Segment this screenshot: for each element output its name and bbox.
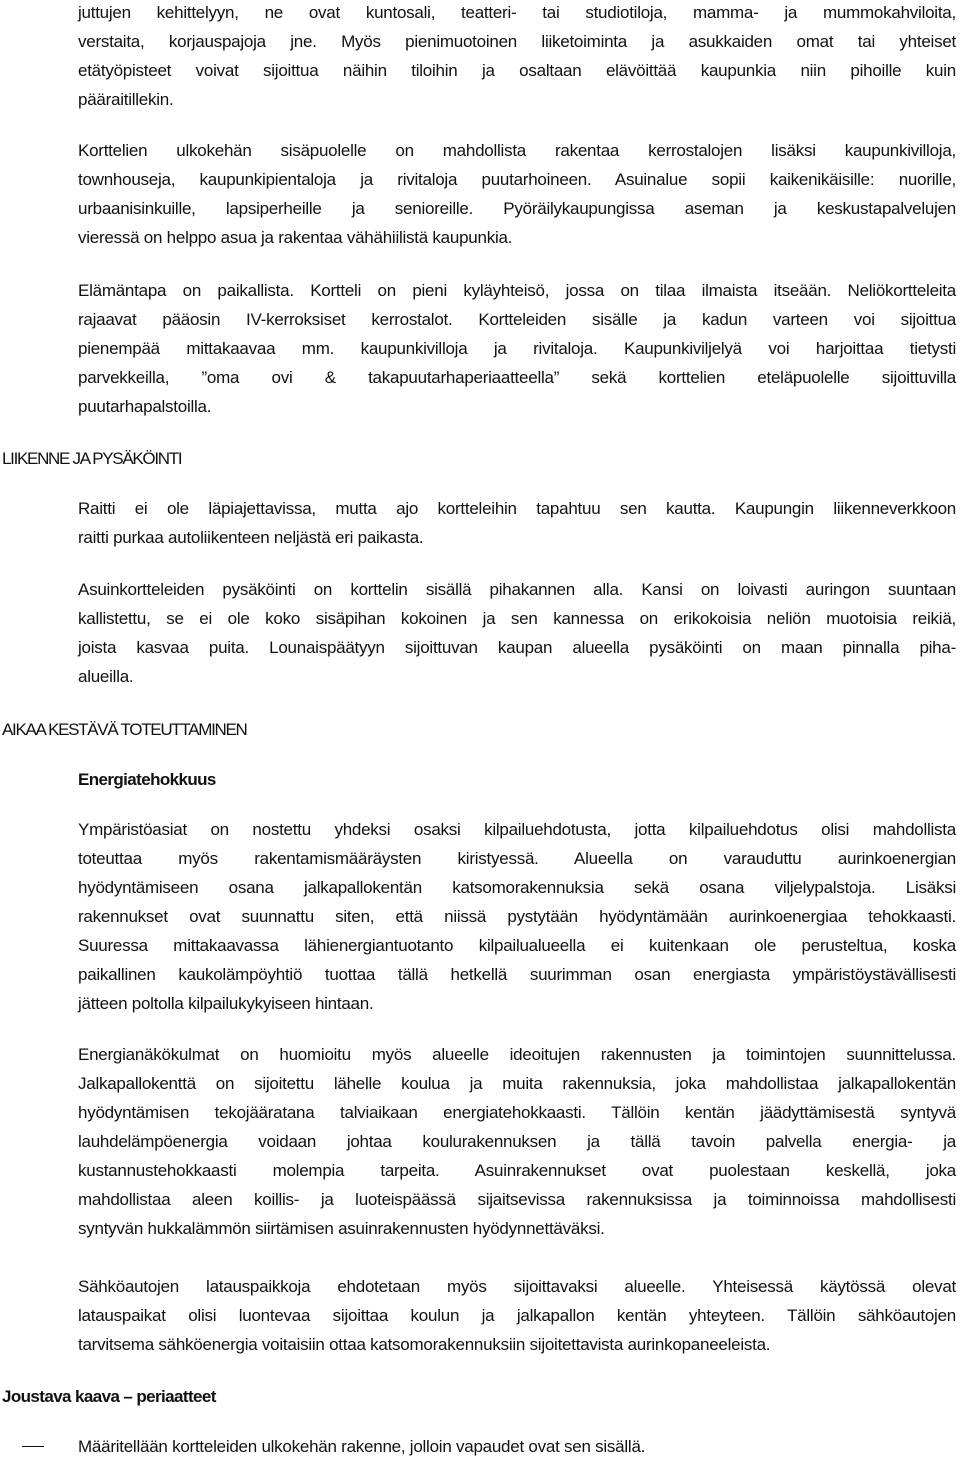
section-heading-liikenne: LIIKENNE JA PYSÄKÖINTI: [2, 449, 182, 468]
text-line: alueilla.: [78, 667, 134, 686]
text-line: kustannustehokkaasti molempia tarpeita. Asuinrakennukset ovat puolestaan keskellä, joka: [78, 1161, 956, 1180]
text-line: townhouseja, kaupunkipientaloja ja rivitaloja puutarhoineen. Asuinalue sopii kaikenikäisille: nuorille,: [78, 170, 956, 189]
dash-bullet-icon: [22, 1446, 44, 1447]
text-line: jätteen poltolla kilpailukykyiseen hintaan.: [78, 994, 374, 1013]
subheading-joustava-kaava: Joustava kaava – periaatteet: [2, 1387, 216, 1406]
text-line: raitti purkaa autoliikenteen neljästä eri paikasta.: [78, 528, 424, 547]
text-line: etätyöpisteet voivat sijoittua näihin tiloihin ja osaltaan elävöittää kaupunkia niin pihoille kuin: [78, 61, 956, 80]
text-line: puutarhapalstoilla.: [78, 397, 212, 416]
text-line: vieressä on helppo asua ja rakentaa vähähiilistä kaupunkia.: [78, 228, 513, 247]
text-line: paikallinen kaukolämpöyhtiö tuottaa tällä hetkellä suurimman osan energiasta ympäristöystävällisesti: [78, 965, 956, 984]
paragraph-pysakointi: [78, 575, 956, 691]
text-line: parvekkeilla, ”oma ovi & takapuutarhaperiaatteella” sekä korttelien eteläpuolelle sijoittuvilla: [78, 368, 956, 387]
text-line: pienempää mittakaavaa mm. kaupunkivilloja ja rivitaloja. Kaupunkiviljelyä voi harjoittaa tietysti: [78, 339, 956, 358]
text-line: lauhdelämpöenergia voidaan johtaa koulurakennuksen ja tällä tavoin palvella energia- ja: [78, 1132, 956, 1151]
text-line: rajaavat pääosin IV-kerroksiset kerrostalot. Kortteleiden sisälle ja kadun varteen voi sijoittua: [78, 310, 956, 329]
text-line: joista kasvaa puita. Lounaispäätyyn sijoittuvan kaupan alueella pysäköinti on maan pinnalla piha-: [78, 638, 956, 657]
paragraph-energianakokulmat: [78, 1040, 956, 1243]
text-line: syntyvän hukkalämmön siirtämisen asuinrakennusten hyödynnettäväksi.: [78, 1219, 605, 1238]
text-line: Korttelien ulkokehän sisäpuolelle on mahdollista rakentaa kerrostalojen lisäksi kaupunkivilloja,: [78, 141, 956, 160]
subheading-energiatehokkuus: Energiatehokkuus: [78, 770, 216, 789]
text-line: Jalkapallokenttä on sijoitettu lähelle koulua ja muita rakennuksia, joka mahdollistaa jalkapallokentän: [78, 1074, 956, 1093]
text-line: verstaita, korjauspajoja jne. Myös pienimuotoinen liiketoiminta ja asukkaiden omat tai yhteiset: [78, 32, 956, 51]
list-item-text: Määritellään kortteleiden ulkokehän rakenne, jolloin vapaudet ovat sen sisällä.: [78, 1437, 646, 1456]
text-line: Elämäntapa on paikallista. Kortteli on pieni kyläyhteisö, jossa on tilaa ilmaista itseään. Neliökortteleita: [78, 281, 956, 300]
text-line: mahdollistaa aleen koillis- ja luoteispäässä sijaitsevissa rakennuksissa ja toiminnoissa mahdollisesti: [78, 1190, 956, 1209]
paragraph-tiloja: [78, 0, 956, 114]
text-line: Energianäkökulmat on huomioitu myös alueelle ideoitujen rakennusten ja toimintojen suunnittelussa.: [78, 1045, 956, 1064]
text-line: Sähköautojen latauspaikkoja ehdotetaan myös sijoittavaksi alueelle. Yhteisessä käytössä olevat: [78, 1277, 956, 1296]
paragraph-elamantapa: [78, 276, 956, 421]
text-line: Suuressa mittakaavassa lähienergiantuotanto kilpailualueella ei kuitenkaan ole perusteltua, koska: [78, 936, 956, 955]
text-line: rakennukset ovat suunnattu siten, että niissä pystytään hyödyntämään aurinkoenergiaa tehokkaasti.: [78, 907, 956, 926]
text-line: Asuinkortteleiden pysäköinti on korttelin sisällä pihakannen alla. Kansi on loivasti auringon suuntaan: [78, 580, 956, 599]
text-line: hyödyntämisen tekojääratana talviaikaan energiatehokkaasti. Tällöin kentän jäädyttämisestä syntyvä: [78, 1103, 956, 1122]
text-line: urbaanisinkuille, lapsiperheille ja senioreille. Pyöräilykaupungissa aseman ja keskustapalvelujen: [78, 199, 956, 218]
text-line: kallistettu, se ei ole koko sisäpihan kokoinen ja sen kannessa on erikokoisia neliön muotoisia reikiä,: [78, 609, 956, 628]
text-line: latauspaikat olisi luontevaa sijoittaa koulun ja jalkapallon kentän yhteyteen. Tällöin sähköautojen: [78, 1306, 956, 1325]
paragraph-ymparistoasiat: [78, 815, 956, 1018]
text-line: toteuttaa myös rakentamismääräysten kiristyessä. Alueella on varauduttu aurinkoenergian: [78, 849, 956, 868]
text-line: hyödyntämiseen osana jalkapallokentän katsomorakennuksia sekä osana viljelypalstoja. Lisäksi: [78, 878, 956, 897]
text-line: pääraitillekin.: [78, 90, 174, 109]
text-line: juttujen kehittelyyn, ne ovat kuntosali, teatteri- tai studiotiloja, mamma- ja mummokahviloita,: [78, 3, 956, 22]
list-item: [0, 1432, 960, 1462]
paragraph-sahkoautot: [78, 1272, 956, 1359]
paragraph-korttelien-ulkokeha: [78, 136, 956, 252]
paragraph-raitti: [78, 494, 956, 552]
text-line: Ympäristöasiat on nostettu yhdeksi osaksi kilpailuehdotusta, jotta kilpailuehdotus olisi mahdollista: [78, 820, 956, 839]
section-heading-aikaa-kestava: AIKAA KESTÄVÄ TOTEUTTAMINEN: [2, 720, 247, 739]
text-line: tarvitsema sähköenergia voitaisiin ottaa katsomorakennuksiin sijoitettavista aurinkopaneeleista.: [78, 1335, 771, 1354]
text-line: Raitti ei ole läpiajettavissa, mutta ajo kortteleihin tapahtuu sen kautta. Kaupungin liikenneverkkoon: [78, 499, 956, 518]
